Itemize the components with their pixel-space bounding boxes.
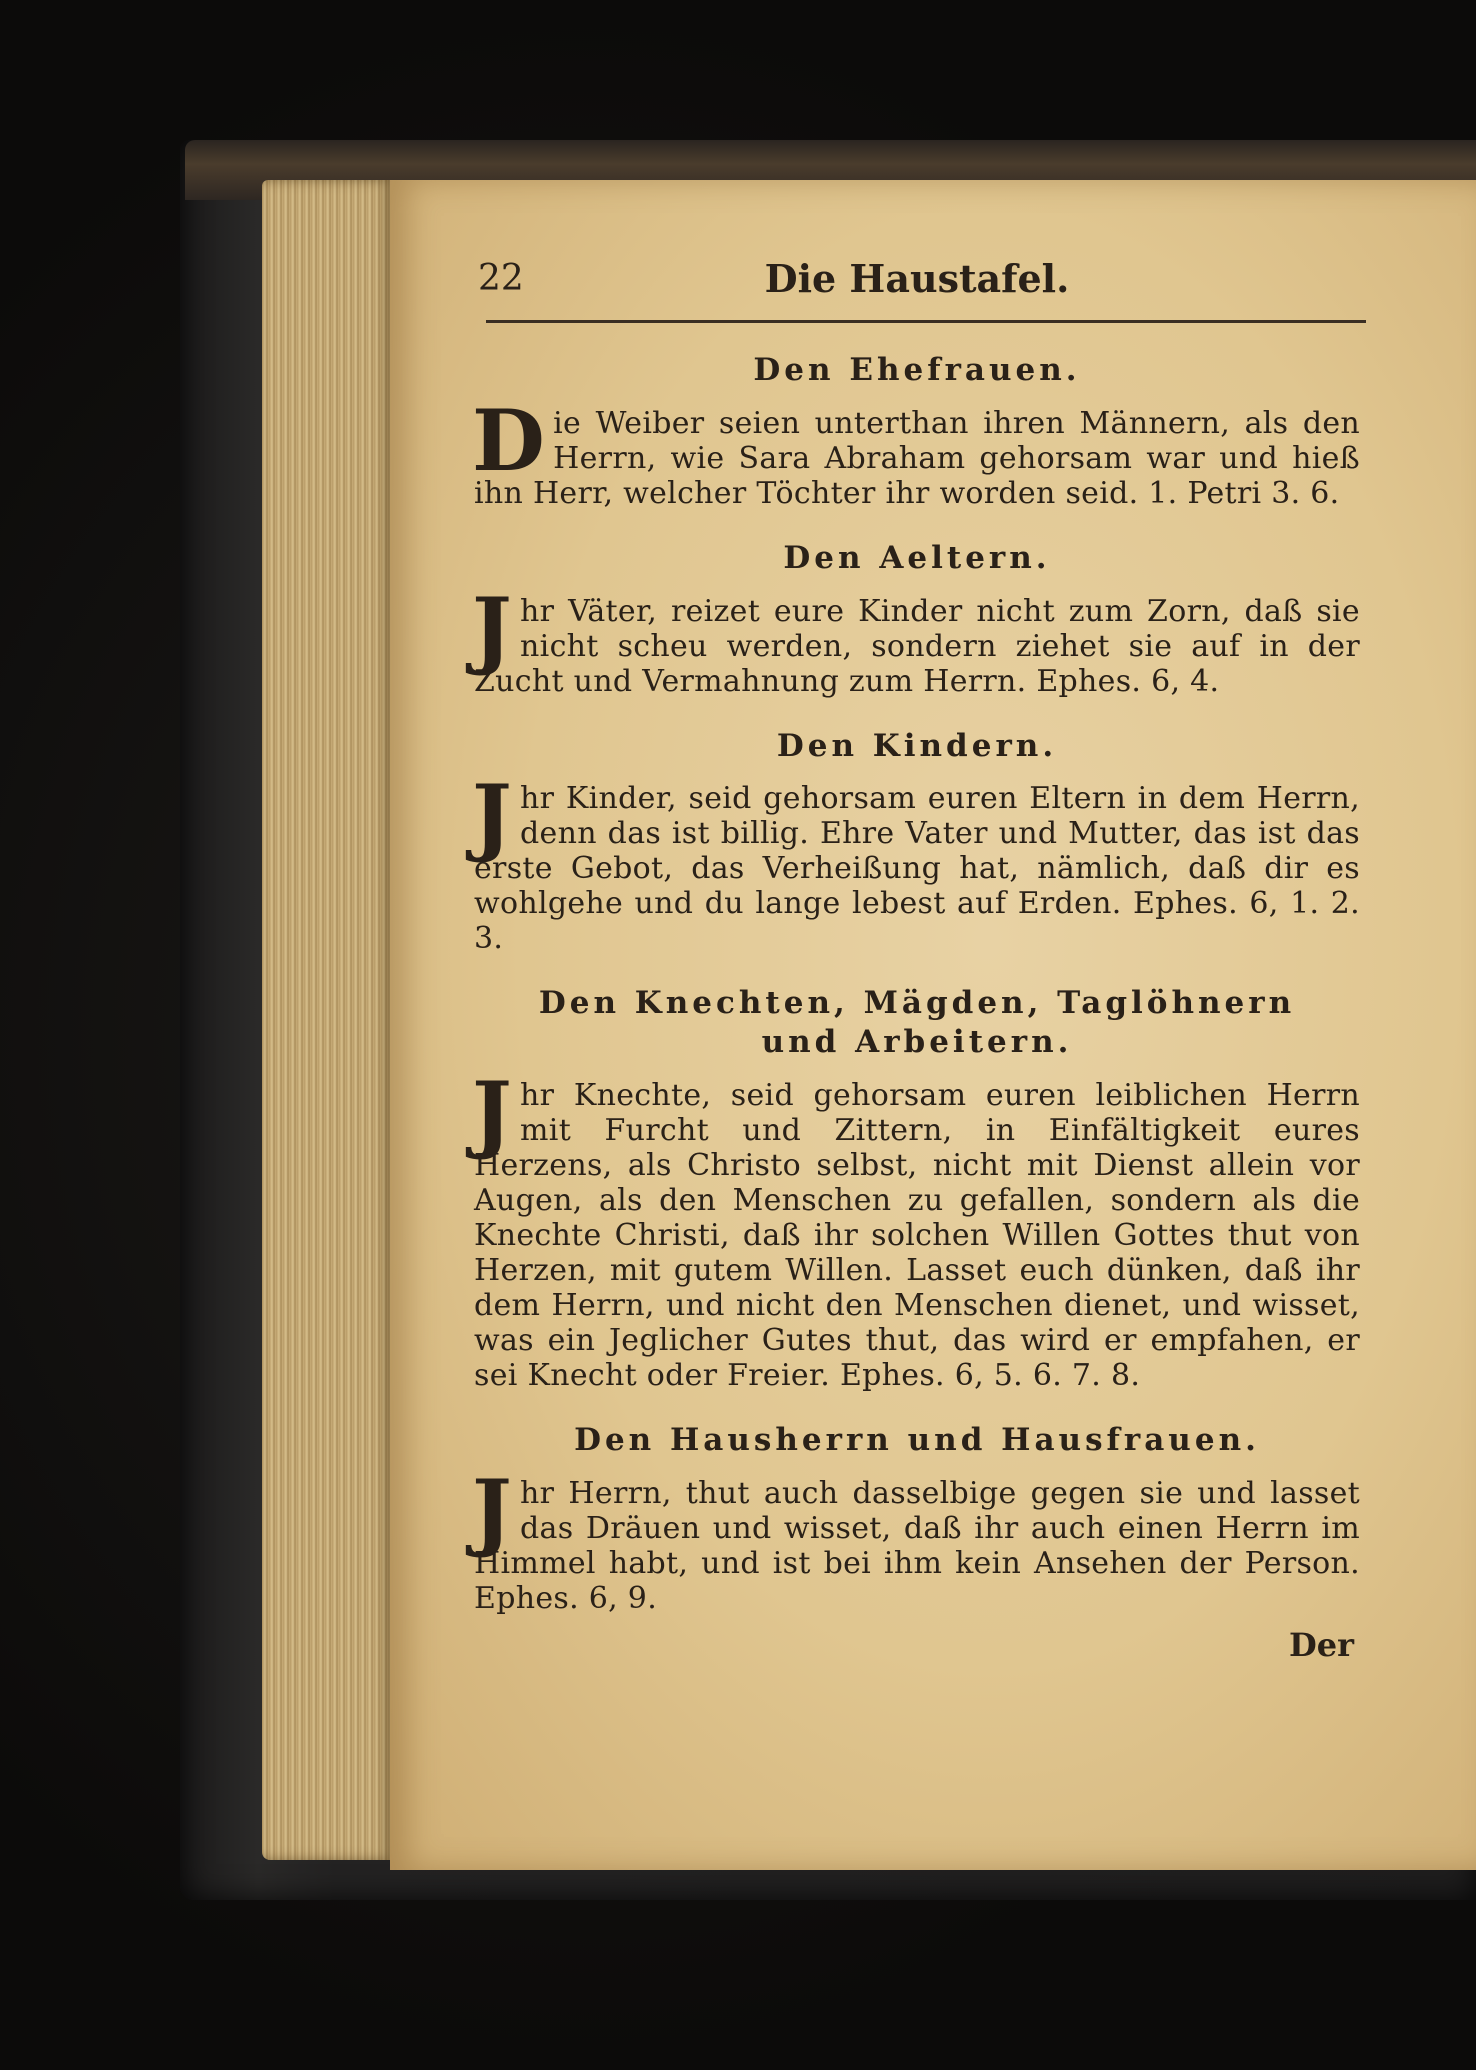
paragraph-text: hr Kinder, seid gehorsam euren Eltern in dem Herrn, denn das ist billig. Ehre Vater und Mutter, das ist das erste Gebot, das Verheißung hat, nämlich, daß dir es wohlgehe und du lange lebest auf Erden. Ephes. 6, 1. 2. 3. (474, 781, 1360, 957)
drop-cap: J (472, 1460, 513, 1560)
running-title: Die Haustafel. (764, 256, 1070, 301)
section-ehefrauen (474, 351, 1360, 511)
section-title: Den Ehefrauen. (753, 352, 1081, 388)
section-knechten (474, 984, 1360, 1393)
section-paragraph (472, 766, 1360, 957)
header-rule (486, 320, 1366, 323)
section-kindern (474, 727, 1360, 957)
section-paragraph (472, 1062, 1360, 1393)
section-title: Den Kindern. (776, 727, 1058, 764)
page-number: 22 (478, 258, 524, 299)
page-content (474, 250, 1360, 1664)
section-title: Den Hausherrn und Hausfrauen. (574, 1421, 1260, 1458)
drop-cap: J (472, 766, 513, 866)
section-paragraph (472, 390, 1360, 511)
section-aeltern (474, 539, 1360, 699)
drop-cap: J (472, 578, 513, 678)
section-hausherrn (474, 1421, 1360, 1616)
section-paragraph (472, 578, 1360, 699)
paragraph-text: hr Herrn, thut auch dasselbige gegen sie und lasset das Dräuen und wisset, daß ihr auch einen Herrn im Himmel habt, und ist bei ihm kein Ansehen der Person. Ephes. 6, 9. (474, 1475, 1360, 1616)
paragraph-text: hr Knechte, seid gehorsam euren leiblichen Herrn mit Furcht und Zittern, in Einfältigkeit eures Herzens, als Christo selbst, nicht mit Dienst allein vor Augen, als den Menschen zu gefallen, sondern als die Knechte Christi, daß ihr solchen Willen Gottes thut von Herzen, mit gutem Willen. Lasset euch dünken, daß ihr dem Herrn, und nicht den Menschen dienet, und wisset, was ein Jeglicher Gutes thut, das wird er empfahen, er sei Knecht oder Freier. Ephes. 6, 5. 6. 7. 8. (474, 1077, 1360, 1393)
page-edges (262, 180, 392, 1860)
section-paragraph (472, 1460, 1360, 1616)
section-title-line-1: Den Knechten, Mägden, Taglöhnern (538, 985, 1296, 1022)
catchword: Der (1289, 1625, 1354, 1664)
section-title-line-2: und Arbeitern. (761, 1024, 1073, 1060)
paragraph-text: ie Weiber seien unterthan ihren Männern, als den Herrn, wie Sara Abraham gehorsam war und hieß ihn Herr, welcher Töchter ihr worden seid. 1. Petri 3. 6. (474, 405, 1360, 511)
paragraph-text: hr Väter, reizet eure Kinder nicht zum Zorn, daß sie nicht scheu werden, sondern ziehet sie auf in der Zucht und Vermahnung zum Herrn. Ephes. 6, 4. (474, 593, 1360, 699)
drop-cap: D (472, 390, 546, 490)
drop-cap: J (472, 1062, 513, 1162)
section-title (474, 984, 1360, 1062)
running-head (474, 250, 1360, 310)
section-title: Den Aeltern. (783, 539, 1051, 576)
